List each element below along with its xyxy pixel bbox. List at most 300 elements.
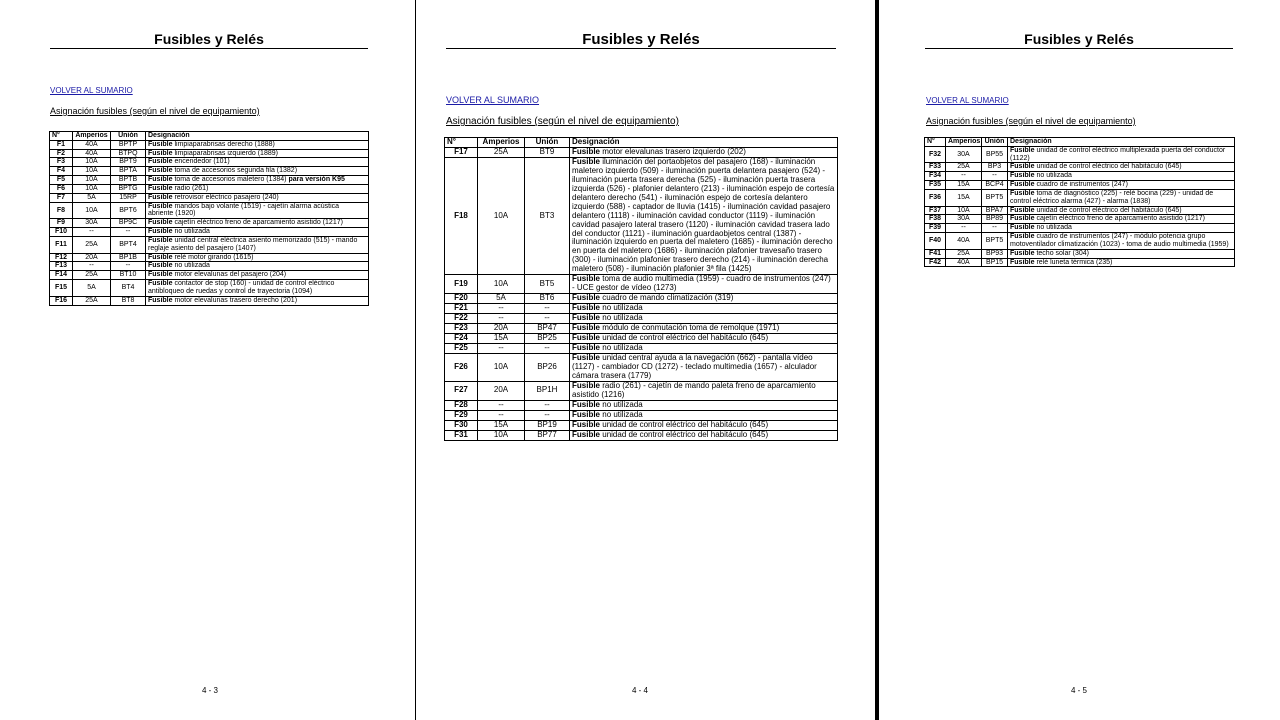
header-designacion: Designación xyxy=(1008,138,1235,147)
fuse-designation xyxy=(1008,172,1235,181)
table-row xyxy=(445,324,838,334)
table-row xyxy=(50,280,369,297)
fuse-designation xyxy=(570,147,838,157)
fuse-number: F41 xyxy=(925,249,946,258)
fuse-designation xyxy=(146,158,369,167)
fuse-designation xyxy=(1008,146,1235,163)
table-row xyxy=(925,189,1235,206)
fuse-number: F12 xyxy=(50,253,73,262)
fuse-designation xyxy=(570,324,838,334)
fuse-connector: BP47 xyxy=(525,324,570,334)
fuse-amperage: 40A xyxy=(73,140,111,149)
fuse-prefix: Fusible xyxy=(572,399,601,409)
fuse-designation xyxy=(570,275,838,294)
fuse-description: unidad central eléctrica asiento memorizado (515) - mando reglaje asiento del pasajero (1407) xyxy=(148,236,358,252)
fuse-number: F16 xyxy=(50,296,73,305)
document-page xyxy=(0,0,415,720)
fuse-amperage: 10A xyxy=(73,167,111,176)
fuse-description: radio (261) xyxy=(172,184,209,192)
fuse-number: F40 xyxy=(925,233,946,250)
fuse-designation xyxy=(146,280,369,297)
document-page xyxy=(416,0,875,720)
fuse-connector: -- xyxy=(111,262,146,271)
table-body xyxy=(445,147,838,440)
fuse-designation xyxy=(146,296,369,305)
fuse-number: F5 xyxy=(50,176,73,185)
fuse-amperage: 25A xyxy=(478,147,525,157)
fuse-designation xyxy=(146,219,369,228)
fuse-designation xyxy=(570,353,838,381)
fuse-connector: BPT6 xyxy=(111,202,146,219)
page-title: Fusibles y Relés xyxy=(1024,31,1134,47)
fuse-description: no utilizada xyxy=(172,228,210,236)
fuse-description: toma de diagnóstico (225) - relé bocina (229) - unidad de control eléctrico alarma (427) - alarma (1838) xyxy=(1010,189,1214,205)
fuse-number: F31 xyxy=(445,430,478,440)
fuse-prefix: Fusible xyxy=(148,149,173,157)
fuse-prefix: Fusible xyxy=(1010,189,1035,197)
table-row xyxy=(50,140,369,149)
fuse-connector: BPTP xyxy=(111,140,146,149)
fuse-amperage: 10A xyxy=(478,430,525,440)
table-row xyxy=(445,420,838,430)
fuse-description: no utilizada xyxy=(1034,224,1072,232)
fuse-description: cajetín eléctrico freno de aparcamiento asistido (1217) xyxy=(172,219,343,227)
header-amperios: Amperios xyxy=(478,138,525,148)
fuse-number: F24 xyxy=(445,334,478,344)
fuse-designation xyxy=(146,271,369,280)
header-union: Unión xyxy=(982,138,1008,147)
fuse-number: F34 xyxy=(925,172,946,181)
fuse-prefix: Fusible xyxy=(148,176,173,184)
back-to-summary-link[interactable]: VOLVER AL SUMARIO xyxy=(446,95,540,105)
table-row xyxy=(50,167,369,176)
header-amperios: Amperios xyxy=(73,132,111,141)
fuse-number: F28 xyxy=(445,400,478,410)
fuse-connector: BP9C xyxy=(111,219,146,228)
fuse-connector: BP25 xyxy=(525,334,570,344)
fuse-connector: BPT9 xyxy=(111,158,146,167)
table-row xyxy=(50,296,369,305)
table-row xyxy=(925,146,1235,163)
fuse-designation xyxy=(570,294,838,304)
fuse-amperage: 20A xyxy=(478,324,525,334)
fuse-prefix: Fusible xyxy=(1010,258,1035,266)
fuse-amperage: -- xyxy=(478,314,525,324)
fuse-amperage: -- xyxy=(73,228,111,237)
fuse-prefix: Fusible xyxy=(1010,163,1035,171)
fuse-description: no utilizada xyxy=(172,262,210,270)
fuse-designation xyxy=(570,410,838,420)
fuse-number: F42 xyxy=(925,258,946,267)
fuse-description: toma de accesorios segunda fila (1382) xyxy=(172,167,298,175)
fuse-number: F19 xyxy=(445,275,478,294)
fuse-prefix: Fusible xyxy=(148,158,173,166)
fuse-designation xyxy=(146,140,369,149)
fuse-number: F33 xyxy=(925,163,946,172)
fuse-connector: -- xyxy=(525,410,570,420)
fuse-number: F14 xyxy=(50,271,73,280)
fuse-amperage: 20A xyxy=(73,253,111,262)
table-header-row xyxy=(445,138,838,148)
fuse-amperage: 5A xyxy=(73,193,111,202)
fuse-connector: BT8 xyxy=(111,296,146,305)
fuse-prefix: Fusible xyxy=(572,303,601,313)
fuse-description: cuadro de instrumentos (247) xyxy=(1034,181,1128,189)
fuse-designation xyxy=(570,381,838,400)
fuse-description: relé luneta térmica (235) xyxy=(1034,258,1113,266)
fuse-number: F4 xyxy=(50,167,73,176)
fuse-amperage: 40A xyxy=(946,233,982,250)
fuse-prefix: Fusible xyxy=(1010,206,1035,214)
fuse-prefix: Fusible xyxy=(148,184,173,192)
fuse-description: no utilizada xyxy=(1034,172,1072,180)
fuse-connector: BT4 xyxy=(111,280,146,297)
fuse-prefix: Fusible xyxy=(572,342,601,352)
fuse-amperage: 20A xyxy=(478,381,525,400)
fuse-connector: -- xyxy=(982,172,1008,181)
fuse-description: toma de accesorios maletero (1384) xyxy=(172,176,289,184)
fuse-designation xyxy=(1008,258,1235,267)
table-row xyxy=(925,233,1235,250)
header-union: Unión xyxy=(111,132,146,141)
fuse-connector: BPTG xyxy=(111,184,146,193)
fuse-amperage: 15A xyxy=(946,181,982,190)
table-row xyxy=(445,157,838,274)
fuse-amperage: 10A xyxy=(478,157,525,274)
fuse-prefix: Fusible xyxy=(148,140,173,148)
fuse-connector: -- xyxy=(111,228,146,237)
fuse-prefix: Fusible xyxy=(1010,215,1035,223)
fuse-prefix: Fusible xyxy=(572,313,601,323)
fuse-designation xyxy=(146,167,369,176)
document-page xyxy=(879,0,1280,720)
table-row xyxy=(50,219,369,228)
fuse-prefix: Fusible xyxy=(148,193,173,201)
table-row xyxy=(445,314,838,324)
fuse-amperage: 5A xyxy=(478,294,525,304)
table-row xyxy=(445,334,838,344)
fuse-designation xyxy=(1008,206,1235,215)
fuse-connector: BP26 xyxy=(525,353,570,381)
page-title: Fusibles y Relés xyxy=(582,31,700,48)
fuse-prefix: Fusible xyxy=(1010,233,1035,241)
fuse-connector: BPT5 xyxy=(982,189,1008,206)
fuse-designation xyxy=(1008,249,1235,258)
fuse-amperage: 15A xyxy=(478,334,525,344)
fuse-designation xyxy=(570,400,838,410)
fuse-designation xyxy=(570,430,838,440)
fuse-connector: -- xyxy=(525,314,570,324)
back-to-summary-link[interactable]: VOLVER AL SUMARIO xyxy=(50,86,133,95)
fuse-designation xyxy=(570,334,838,344)
table-row xyxy=(50,184,369,193)
fuse-amperage: 25A xyxy=(73,296,111,305)
table-row xyxy=(925,206,1235,215)
fuse-number: F39 xyxy=(925,224,946,233)
fuse-prefix: Fusible xyxy=(572,333,601,343)
fuse-amperage: -- xyxy=(478,410,525,420)
fuse-number: F11 xyxy=(50,236,73,253)
table-header-row xyxy=(925,138,1235,147)
fuse-connector: BTPQ xyxy=(111,149,146,158)
table-row xyxy=(50,193,369,202)
fuse-description: contactor de stop (160) - unidad de control eléctrico antibloqueo de ruedas y control de trayectoria (1094) xyxy=(148,280,335,295)
fuse-number: F1 xyxy=(50,140,73,149)
fuse-connector: BT9 xyxy=(525,147,570,157)
fuse-description: unidad de control eléctrico del habitáculo (645) xyxy=(600,429,769,439)
fuse-amperage: -- xyxy=(478,343,525,353)
fuse-connector: BP15 xyxy=(982,258,1008,267)
fuse-connector: 15RP xyxy=(111,193,146,202)
fuse-description: unidad de control eléctrico del habitáculo (645) xyxy=(1034,163,1182,171)
fuse-number: F2 xyxy=(50,149,73,158)
fuse-prefix: Fusible xyxy=(148,236,173,244)
fuse-description: limpiaparabrisas izquierdo (1889) xyxy=(172,149,278,157)
fuse-designation xyxy=(570,157,838,274)
table-row xyxy=(445,400,838,410)
fuse-amperage: -- xyxy=(478,304,525,314)
fuse-prefix: Fusible xyxy=(148,262,173,270)
title-underline xyxy=(925,48,1233,49)
table-row xyxy=(50,158,369,167)
header-designacion: Designación xyxy=(570,138,838,148)
fuse-designation xyxy=(570,304,838,314)
table-row xyxy=(445,353,838,381)
fuse-designation xyxy=(1008,224,1235,233)
table-row xyxy=(445,304,838,314)
page-number: 4 - 4 xyxy=(632,686,649,695)
fuse-connector: -- xyxy=(525,304,570,314)
fuse-description: cuadro de mando climatización (319) xyxy=(600,293,734,303)
fuse-number: F18 xyxy=(445,157,478,274)
fuse-amperage: 10A xyxy=(478,353,525,381)
table-row xyxy=(925,181,1235,190)
fuse-amperage: -- xyxy=(478,400,525,410)
fuse-connector: BPT4 xyxy=(111,236,146,253)
fuse-connector: BP55 xyxy=(982,146,1008,163)
table-row xyxy=(925,224,1235,233)
fuse-connector: BT5 xyxy=(525,275,570,294)
fuse-number: F29 xyxy=(445,410,478,420)
table-row xyxy=(50,236,369,253)
fuse-description: unidad de control eléctrico del habitáculo (645) xyxy=(600,419,769,429)
fuse-connector: BP3 xyxy=(982,163,1008,172)
table-header-row xyxy=(50,132,369,141)
fuse-prefix: Fusible xyxy=(572,380,601,390)
page-number: 4 - 5 xyxy=(1071,686,1088,695)
fuse-designation xyxy=(146,149,369,158)
header-amperios: Amperios xyxy=(946,138,982,147)
fuse-prefix: Fusible xyxy=(148,228,173,236)
table-row xyxy=(445,147,838,157)
fuse-amperage: 25A xyxy=(73,271,111,280)
fuse-designation xyxy=(146,176,369,185)
table-row xyxy=(445,430,838,440)
fuse-amperage: 10A xyxy=(478,275,525,294)
fuse-amperage: 25A xyxy=(946,163,982,172)
fuse-number: F21 xyxy=(445,304,478,314)
fuse-prefix: Fusible xyxy=(148,219,173,227)
fuse-description: motor elevalunas trasero izquierdo (202) xyxy=(600,146,746,156)
fuse-designation xyxy=(570,420,838,430)
table-row xyxy=(50,176,369,185)
fuse-number: F22 xyxy=(445,314,478,324)
fuse-designation xyxy=(146,184,369,193)
fuse-number: F3 xyxy=(50,158,73,167)
fuse-number: F17 xyxy=(445,147,478,157)
fuse-amperage: 10A xyxy=(73,176,111,185)
fuse-table xyxy=(924,137,1235,267)
fuse-designation xyxy=(146,262,369,271)
back-to-summary-link[interactable]: VOLVER AL SUMARIO xyxy=(926,96,1009,105)
fuse-connector: -- xyxy=(525,400,570,410)
fuse-amperage: 15A xyxy=(946,189,982,206)
fuse-amperage: -- xyxy=(946,224,982,233)
fuse-designation xyxy=(146,228,369,237)
fuse-connector: BCP4 xyxy=(982,181,1008,190)
fuse-description: no utilizada xyxy=(600,342,643,352)
fuse-amperage: 25A xyxy=(946,249,982,258)
fuse-connector: BPA7 xyxy=(982,206,1008,215)
table-row xyxy=(445,381,838,400)
table-row xyxy=(50,202,369,219)
fuse-prefix: Fusible xyxy=(1010,181,1035,189)
fuse-description: no utilizada xyxy=(600,409,643,419)
fuse-description: radio (261) - cajetín de mando paleta freno de aparcamiento asistido (1216) xyxy=(572,380,816,399)
fuse-description: módulo de conmutación toma de remolque (1971) xyxy=(600,323,780,333)
fuse-number: F8 xyxy=(50,202,73,219)
fuse-description: no utilizada xyxy=(600,303,643,313)
fuse-prefix: Fusible xyxy=(148,296,173,304)
fuse-description: motor elevalunas trasero derecho (201) xyxy=(172,296,298,304)
fuse-prefix: Fusible xyxy=(148,167,173,175)
fuse-amperage: 5A xyxy=(73,280,111,297)
fuse-designation xyxy=(1008,181,1235,190)
header-number: N° xyxy=(50,132,73,141)
fuse-description: no utilizada xyxy=(600,313,643,323)
fuse-amperage: 25A xyxy=(73,236,111,253)
fuse-number: F26 xyxy=(445,353,478,381)
fuse-connector: -- xyxy=(525,343,570,353)
fuse-number: F27 xyxy=(445,381,478,400)
fuse-table xyxy=(444,137,838,441)
fuse-prefix: Fusible xyxy=(572,352,601,362)
fuse-prefix: Fusible xyxy=(148,271,173,279)
fuse-amperage: 10A xyxy=(73,158,111,167)
fuse-description: retrovisor eléctrico pasajero (240) xyxy=(172,193,279,201)
fuse-designation xyxy=(1008,215,1235,224)
fuse-description: mandos bajo volante (1519) - cajetín alarma acústica abriente (1920) xyxy=(148,202,340,218)
fuse-description: unidad central ayuda a la navegación (662) - pantalla vídeo (1127) - cambiador CD (1272) - teclado multimedia (1657) - alculador cámara trasera (1779) xyxy=(572,352,817,380)
fuse-number: F32 xyxy=(925,146,946,163)
fuse-amperage: -- xyxy=(73,262,111,271)
fuse-prefix: Fusible xyxy=(148,202,173,210)
fuse-description: relé motor girando (1615) xyxy=(172,253,254,261)
fuse-amperage: 40A xyxy=(946,258,982,267)
page-number: 4 - 3 xyxy=(202,686,219,695)
header-number: N° xyxy=(445,138,478,148)
fuse-description: unidad de control eléctrico multiplexada puerta del conductor (1122) xyxy=(1010,146,1226,162)
table-row xyxy=(925,258,1235,267)
fuse-amperage: -- xyxy=(946,172,982,181)
table-body xyxy=(925,146,1235,267)
fuse-description: cajetín eléctrico freno de aparcamiento asistido (1217) xyxy=(1034,215,1205,223)
fuse-description: techo solar (304) xyxy=(1034,249,1089,257)
header-union: Unión xyxy=(525,138,570,148)
table-row xyxy=(445,275,838,294)
fuse-number: F13 xyxy=(50,262,73,271)
fuse-connector: BPT5 xyxy=(982,233,1008,250)
fuse-description: iluminación del portaobjetos del pasajero (168) - iluminación maletero izquierdo (509) - iluminación puerta delantera pasajero (524) - iluminación puerta trasera derecha (525) - iluminación puerta trasera izquierda (526) - plafonier delantero (213) - iluminación espejo de cortesía delantero derecho (541) - iluminación espejo de cortesía delantero izquierdo (588) - captador de lluvia (1415) - iluminación cavidad pasajero delantero (1118) - iluminación cavidad conductor (1119) - iluminación cavidad pasajero lateral trasero (1120) - iluminación cavidad trasera lado del conductor (1121) - iluminación guardaobjetos central (1387) - iluminación izquierdo en puerta del maletero (1685) - iluminación derecho en puerta del maletero (1686) - iluminación plafonier travesaño trasero (300) - iluminación plafonier trasero derecho (214) - iluminación derecha maletero (508) - iluminación plafonier 3ª fila (1425) xyxy=(572,156,835,274)
table-body xyxy=(50,140,369,305)
table-row xyxy=(50,228,369,237)
fuse-connector: BT3 xyxy=(525,157,570,274)
fuse-connector: BP93 xyxy=(982,249,1008,258)
fuse-prefix: Fusible xyxy=(572,156,601,166)
title-underline xyxy=(50,48,368,49)
table-row xyxy=(925,215,1235,224)
fuse-connector: BT6 xyxy=(525,294,570,304)
fuse-number: F15 xyxy=(50,280,73,297)
table-row xyxy=(445,294,838,304)
table-row xyxy=(925,249,1235,258)
fuse-connector: BP77 xyxy=(525,430,570,440)
header-designacion: Designación xyxy=(146,132,369,141)
fuse-designation xyxy=(1008,233,1235,250)
fuse-designation xyxy=(1008,189,1235,206)
fuse-prefix: Fusible xyxy=(1010,146,1035,154)
fuse-description: motor elevalunas del pasajero (204) xyxy=(172,271,287,279)
header-number: N° xyxy=(925,138,946,147)
table-row xyxy=(925,163,1235,172)
fuse-designation xyxy=(146,193,369,202)
fuse-prefix: Fusible xyxy=(572,323,601,333)
table-row xyxy=(50,271,369,280)
fuse-description: toma de audio multimedia (1959) - cuadro de instrumentos (247) - UCE gestor de vídeo (1273) xyxy=(572,274,831,293)
fuse-description: unidad de control eléctrico del habitáculo (645) xyxy=(1034,206,1182,214)
fuse-table xyxy=(49,131,369,306)
fuse-prefix: Fusible xyxy=(1010,224,1035,232)
fuse-designation xyxy=(570,343,838,353)
fuse-description: limpiaparabrisas derecho (1888) xyxy=(172,140,275,148)
section-subtitle: Asignación fusibles (según el nivel de equipamiento) xyxy=(446,116,679,127)
fuse-prefix: Fusible xyxy=(572,419,601,429)
fuse-amperage: 30A xyxy=(946,146,982,163)
fuse-number: F38 xyxy=(925,215,946,224)
page-title: Fusibles y Relés xyxy=(154,31,264,47)
fuse-designation xyxy=(570,314,838,324)
fuse-number: F10 xyxy=(50,228,73,237)
fuse-amperage: 30A xyxy=(73,219,111,228)
section-subtitle: Asignación fusibles (según el nivel de equipamiento) xyxy=(50,106,260,116)
fuse-description: no utilizada xyxy=(600,399,643,409)
fuse-prefix: Fusible xyxy=(572,293,601,303)
table-row xyxy=(925,172,1235,181)
fuse-amperage: 40A xyxy=(73,149,111,158)
fuse-connector: BPTB xyxy=(111,176,146,185)
fuse-connector: BP1B xyxy=(111,253,146,262)
fuse-connector: -- xyxy=(982,224,1008,233)
fuse-prefix: Fusible xyxy=(1010,172,1035,180)
fuse-connector: BP19 xyxy=(525,420,570,430)
fuse-designation xyxy=(146,236,369,253)
fuse-connector: BT10 xyxy=(111,271,146,280)
fuse-number: F35 xyxy=(925,181,946,190)
fuse-connector: BP89 xyxy=(982,215,1008,224)
fuse-number: F9 xyxy=(50,219,73,228)
section-subtitle: Asignación fusibles (según el nivel de equipamiento) xyxy=(926,116,1136,126)
fuse-number: F37 xyxy=(925,206,946,215)
